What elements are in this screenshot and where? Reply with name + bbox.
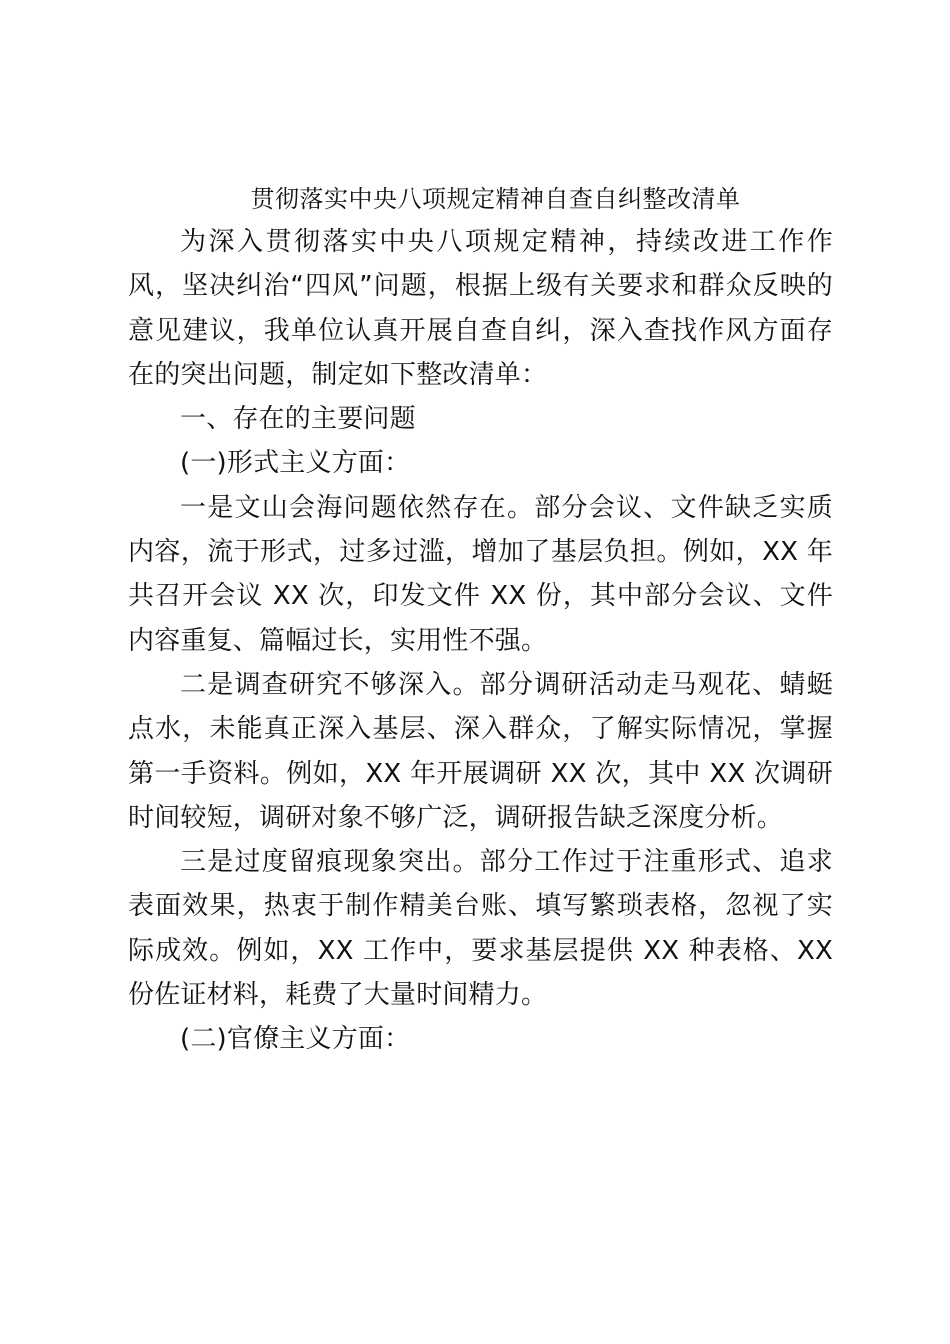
subsection-heading-bureaucracy: (二)官僚主义方面： <box>180 1024 411 1055</box>
problem-paragraph-research: 二是调查研究不够深入。部分调研活动走马观花、蜻蜓点水，未能真正深入基层、深入群众，了解实际情况，掌握第一手资料。例如，XX 年开展调研 XX 次，其中 XX 次调研时间较短，调研对象不够广泛，调研报告缺乏深度分析。 <box>128 669 833 833</box>
document-title: 贯彻落实中央八项规定精神自查自纠整改清单 <box>250 185 741 213</box>
document-body <box>128 178 833 1062</box>
problem-paragraph-traces: 三是过度留痕现象突出。部分工作过于注重形式、追求表面效果，热衷于制作精美台账、填写繁琐表格，忽视了实际成效。例如，XX 工作中，要求基层提供 XX 种表格、XX 份佐证材料，耗费了大量时间精力。 <box>128 847 833 1011</box>
section-heading-main-problems: 一、存在的主要问题 <box>180 404 416 435</box>
intro-paragraph: 为深入贯彻落实中央八项规定精神，持续改进工作作风，坚决纠治“四风”问题，根据上级有关要求和群众反映的意见建议，我单位认真开展自查自纠，深入查找作风方面存在的突出问题，制定如下整改清单： <box>128 227 833 390</box>
subsection-heading-formalism: (一)形式主义方面： <box>180 448 411 479</box>
problem-paragraph-meetings: 一是文山会海问题依然存在。部分会议、文件缺乏实质内容，流于形式，过多过滥，增加了基层负担。例如，XX 年共召开会议 XX 次，印发文件 XX 份，其中部分会议、文件内容重复、篇幅过长，实用性不强。 <box>128 492 833 656</box>
